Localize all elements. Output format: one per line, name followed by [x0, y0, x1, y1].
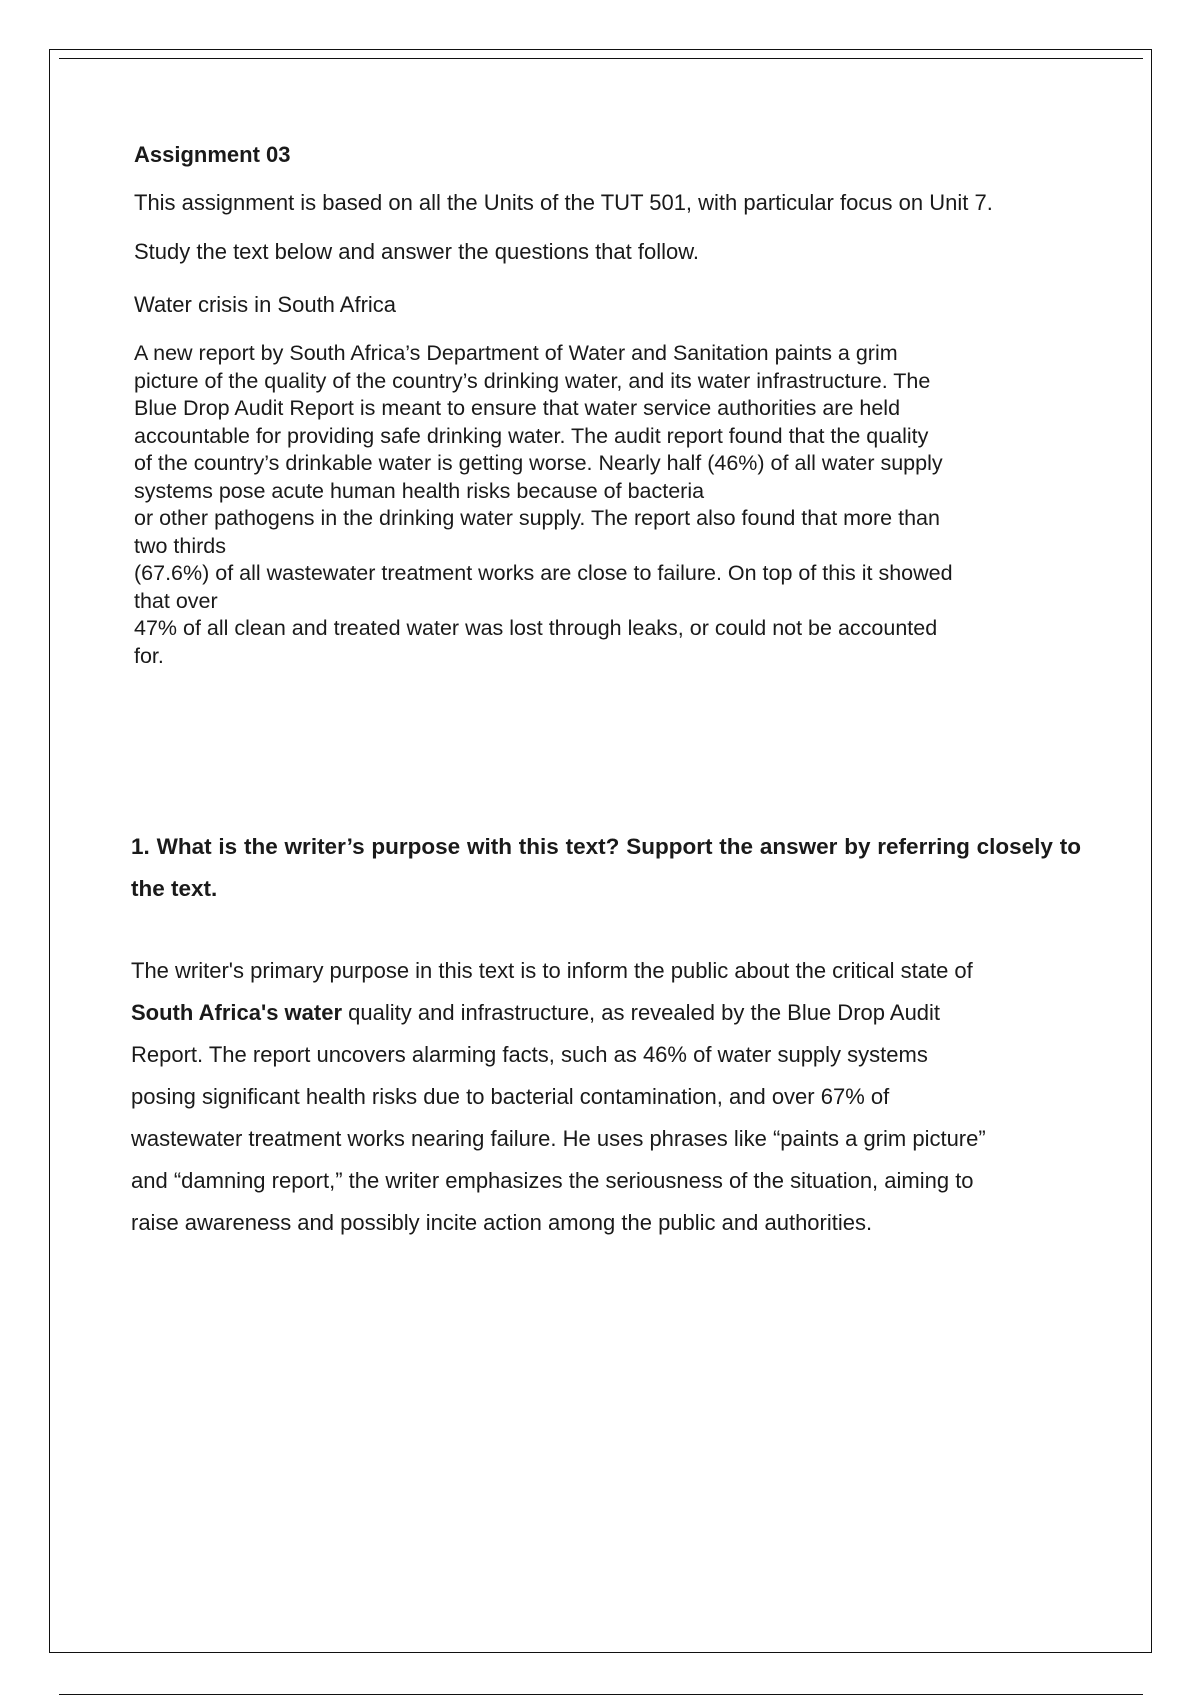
passage-line: systems pose acute human health risks because of bacteria [134, 478, 705, 503]
passage-line: Blue Drop Audit Report is meant to ensure that water service authorities are held [134, 396, 901, 420]
answer-line: posing significant health risks due to bacterial contamination, and over 67% of [131, 1084, 890, 1109]
passage-title: Water crisis in South Africa [134, 292, 397, 317]
passage-line: 47% of all clean and treated water was lost through leaks, or could not be accounted [134, 616, 938, 640]
instruction-text: Study the text below and answer the questions that follow. [134, 239, 700, 264]
question-1: 1. What is the writer’s purpose with this text? Support the answer by referring closely to the text. [131, 834, 1081, 901]
assignment-intro: This assignment is based on all the Units of the TUT 501, with particular focus on Unit 7. [134, 190, 993, 215]
answer-line: wastewater treatment works nearing failure. He uses phrases like “paints a grim picture” [131, 1126, 986, 1151]
passage-line: A new report by South Africa’s Department of Water and Sanitation paints a grim [134, 341, 898, 365]
passage-line: or other pathogens in the drinking water supply. The report also found that more than [134, 506, 940, 530]
answer-1 [131, 950, 1086, 1244]
passage-text [134, 340, 1074, 670]
passage-line: (67.6%) of all wastewater treatment works are close to failure. On top of this it showed [134, 561, 953, 585]
top-rule [59, 58, 1143, 59]
passage-line: that over [134, 588, 218, 613]
answer-line-rest: quality and infrastructure, as revealed by the Blue Drop Audit [342, 1000, 941, 1025]
passage-line: two thirds [134, 533, 227, 558]
answer-line: raise awareness and possibly incite action among the public and authorities. [131, 1210, 873, 1235]
document-content [134, 132, 1074, 670]
passage-line: accountable for providing safe drinking water. The audit report found that the quality [134, 423, 929, 448]
answer-line: and “damning report,” the writer emphasizes the seriousness of the situation, aiming to [131, 1168, 974, 1193]
answer-line [131, 992, 1086, 1034]
answer-emphasis: South Africa's water [131, 1000, 343, 1025]
answer-line: Report. The report uncovers alarming facts, such as 46% of water supply systems [131, 1042, 928, 1067]
bottom-rule [59, 1694, 1143, 1695]
passage-line: of the country’s drinkable water is getting worse. Nearly half (46%) of all water supply [134, 451, 943, 475]
passage-line: for. [134, 643, 164, 668]
answer-line: The writer's primary purpose in this text is to inform the public about the critical state of [131, 958, 973, 983]
passage-line: picture of the quality of the country’s drinking water, and its water infrastructure. The [134, 368, 931, 393]
assignment-title: Assignment 03 [134, 142, 291, 167]
